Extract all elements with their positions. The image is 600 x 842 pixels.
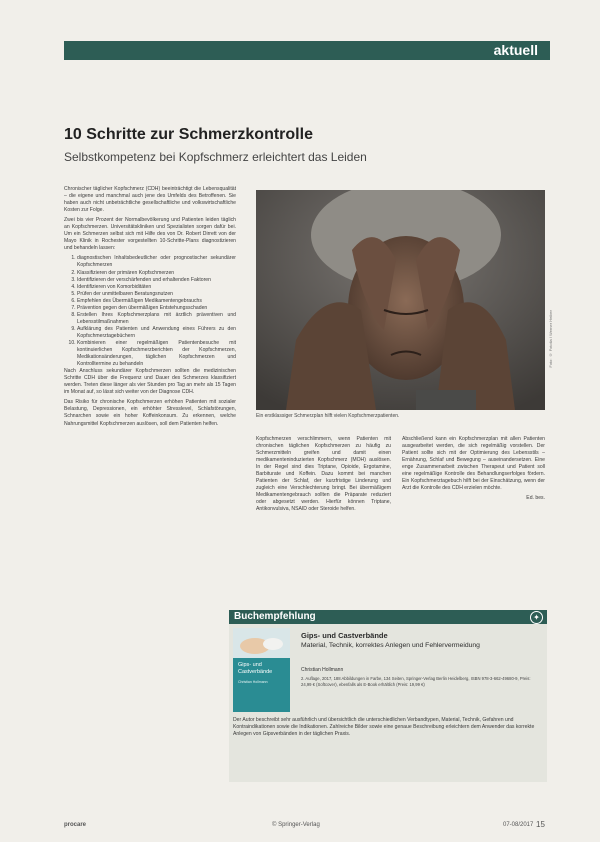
list-item: 4. Identifizieren von Komorbiditäten <box>77 284 236 291</box>
column-right <box>402 436 545 505</box>
article-photo <box>256 190 545 410</box>
list-item: 3. Identifizieren der verschärfenden und erhaltenden Faktoren <box>77 277 236 284</box>
book-header-label: Buchempfehlung <box>234 611 316 622</box>
column-left <box>64 186 236 814</box>
section-label: aktuell <box>493 42 538 58</box>
book-description: Der Autor beschreibt sehr ausführlich und übersichtlich die unterschiedlichen Verbandtypen, Material, Technik, Gefahren und Kontraindikationen sowie die Indikationen. Zahlreiche Bilder sowie eine genaue Beschreibung erleichtern dem Anwender das korrekte Anlegen von Gipsverbänden in der täglichen Praxis. <box>233 717 535 737</box>
cover-title: Gips- und Castverbände <box>238 662 273 675</box>
book-author: Christian Hollmann <box>301 667 344 673</box>
list-item: 2. Klassifizieren der primären Kopfschmerzen <box>77 270 236 277</box>
article-title: 10 Schritte zur Schmerzkontrolle <box>64 126 313 143</box>
list-item: 5. Prüfen der unmittelbaren Beratungsnutzen <box>77 291 236 298</box>
list-item: 9. Aufklärung des Patienten und Anwendung eines Führers zu den Kopfschmerztagebüchern <box>77 326 236 340</box>
list-item: 10. Kombinieren einer regelmäßigen Patientenbesuche mit kontinuierlichen Kopfschmerzberichten der Kopfschmerzen, Medikationsänderungen, täglichen Kopfschmerzen und Kontrolltermine zu behandeln <box>77 340 236 368</box>
steps-list <box>64 255 236 368</box>
body-paragraph: Chronischer täglicher Kopfschmerz (CDH) beeinträchtigt die Lebensqualität – die eigene und manchmal auch jene des Umfelds des Betroffenen. Sie haben auch nicht unbeträchtliche gesellschaftliche und volkswirtschaftliche Kosten zur Folge. <box>64 186 236 214</box>
photo-caption: Ein erstklassiger Schmerzplan hilft vielen Kopfschmerzpatienten. <box>256 413 400 419</box>
list-item: 8. Erstellen Ihres Kopfschmerzplans mit ärztlich präventiven und Lebensstilmaßnahmen <box>77 312 236 326</box>
book-cover <box>233 628 290 712</box>
footer-date: 07-08/2017 <box>503 822 534 828</box>
photo-credit: Foto: © Fotolia / Werner Heiber <box>548 310 553 368</box>
footer-publisher: © Springer-Verlag <box>272 822 320 828</box>
cover-author: Christian Hollmann <box>238 680 268 684</box>
body-paragraph: Kopfschmerzen verschlimmern, wenn Patienten mit chronischen täglichen Kopfschmerzen zu häufig zu Schmerzmitteln greifen und damit einen medikamenteninduzierten Kopfschmerz (MOH) auslösen. In der Regel sind dies Triptane, Opioide, Ergotamine, Barbiturate und Koffein. Dazu kommt bei manchen Patienten der Schlaf, der kurzfristige Linderung und zugleich eine Verschlechterung bringt. Bei übermäßigem Medikamentengebrauch sollten die Präparate reduziert oder abgesetzt werden. Hierfür können Triptane, Antikonvulsiva, NSAID oder Steroide helfen. <box>256 436 391 513</box>
body-paragraph: Nach Anschluss sekundärer Kopfschmerzen sollten die medizinischen Schritte CDH über die Frequenz und Dauer des Schmerzes klassifiziert werden. Treten diese länger als vier Stunden pro Tag an mehr als 15 Tagen im Monat auf, so lässt sich weiter von der Diagnose CDH. <box>64 368 236 396</box>
section-band <box>64 41 550 60</box>
book-recommendation <box>229 610 547 782</box>
book-subtitle: Material, Technik, korrektes Anlegen und Fehlervermeidung <box>301 642 480 649</box>
body-paragraph: Das Risiko für chronische Kopfschmerzen erhöhen Patienten mit sozialer Belastung, Depressionen, ein erhöhter Stresslevel, Schlafstörungen, Schnarchen sowie ein hoher Koffeinkonsum. Zu erkennen, welche Nahrungsmittel Kopfschmerzen auslösen, soll dem Patienten helfen. <box>64 399 236 427</box>
book-title: Gips- und Castverbände <box>301 631 388 640</box>
book-header <box>229 610 547 624</box>
column-middle <box>256 436 391 517</box>
body-paragraph: Zwei bis vier Prozent der Normalbevölkerung und Patienten leiden täglich an Kopfschmerzen. Universitätskliniken und Spezialisten sorgen dafür bei. Um ein Schmerzen selbst sich mit Hilfe des von Dr. Robert Dirrett von der Mayo Klinik in Rochester vorgestellten 10-Schritte-Plans diagnostizieren und behandeln lassen: <box>64 217 236 252</box>
woman-headache-photo <box>256 190 545 410</box>
list-item: 7. Prävention gegen den übermäßigen Entstehungsschaden <box>77 305 236 312</box>
footer-magazine: procare <box>64 822 87 828</box>
list-item: 1. diagnostischen Inhaltsbedeutlicher oder prognostischer sekundärer Kopfschmerzen <box>77 255 236 269</box>
author-sign: Ed. bes. <box>526 495 545 502</box>
book-icon: ✦ <box>530 611 543 624</box>
page-number: 15 <box>536 820 545 829</box>
body-paragraph: Abschließend kann ein Kopfschmerzplan mit allen Patienten ausgearbeitet werden, die sich regelmäßig vorstellen. Der Patient sollte sich mit der Optimierung des Lebensstils – Ernährung, Schlaf und Bewegung – auseinandersetzen. Eine enge Zusammenarbeit zwischen Therapeut und Patient soll eine regelmäßige Kontrolle des Behandlungserfolges fördern. Ein Kopfschmerztagebuch hilft bei der Einschätzung, wenn der Arzt die Kontrolle des CDH erzielen möchte. <box>402 436 545 492</box>
list-item: 6. Empfehlen des Übermäßigen Medikamentengebrauchs <box>77 298 236 305</box>
article-subtitle: Selbstkompetenz bei Kopfschmerz erleichtert das Leiden <box>64 150 367 164</box>
book-details: 2. Auflage, 2017, 188 Abbildungen in Farbe, 134 Seiten, Springer-Verlag Berlin Heidelberg, ISBN 978-3-662-49680-9, Preis: 24,99 € (Softcover), ebenfalls als E-Book erhältlich (Preis: 19,99 €) <box>301 676 531 687</box>
